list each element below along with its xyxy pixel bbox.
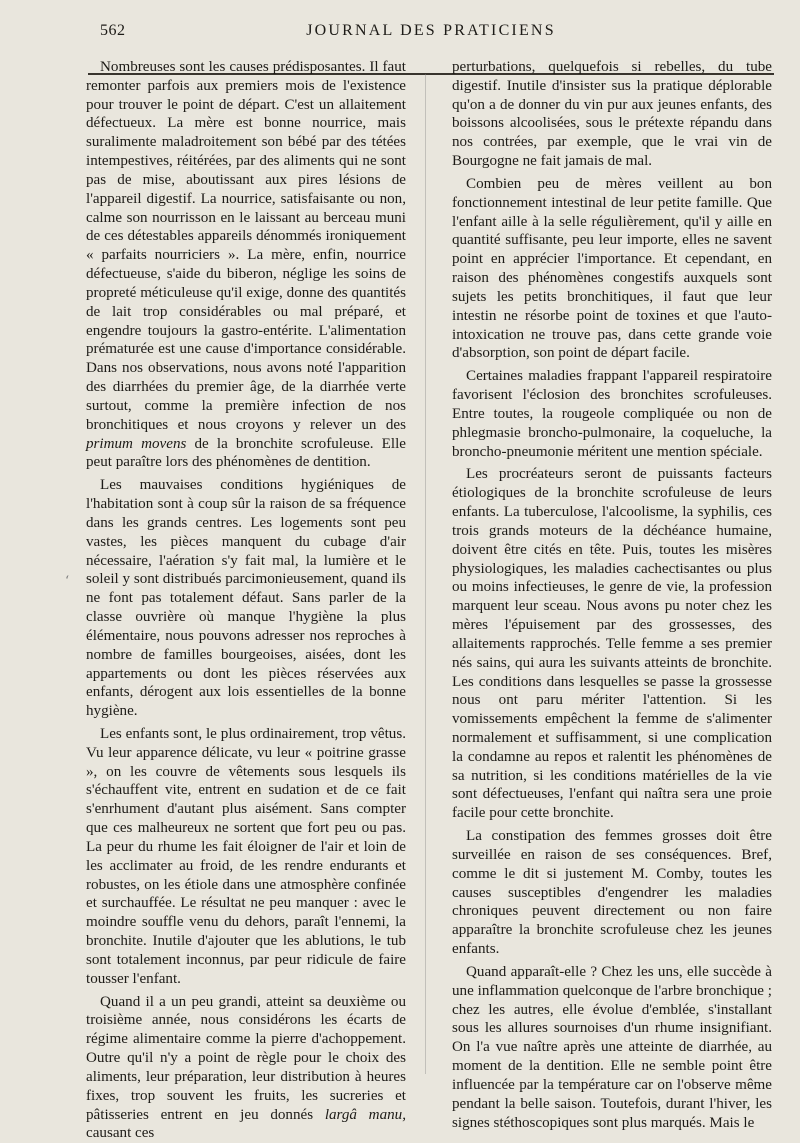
italic-phrase: largâ manu,: [324, 1106, 406, 1123]
paragraph: Nombreuses sont les causes prédisposantes. Il faut remonter parfois aux premiers mois de l'existence pour trouver le point de départ. C'est un allaitement défectueux. La mère est bonne nourrice, mais suralimente maladroitement son bébé par des tétées intempestives, réitérées, par des aliments qui ne sont pas de mise, aboutissant aux pires lésions de l'appareil digestif. La nourrice, satisfaisante ou non, calme son nourrisson en le laissant au berceau muni de ces détestables appareils dénommés ironiquement « parfaits nourriciers ». La mère, enfin, nourrice défectueuse, s'aide du biberon, néglige les soins de propreté méticuleuse qu'il exige, donne des quantités de lait trop considérables ou mal préparé, et engendre toujours la gastro-entérite. L'alimentation prématurée est une cause d'importance considérable. Dans nos observations, nous avons noté l'apparition des diarrhées du premier âge, de la diarrhée verte surtout, comme la première infection de nos bronchitiques et nous croyons y relever un des primum movens de la bronchite scrofuleuse. Elle peut paraître lors des phénomènes de dentition.: [86, 59, 406, 471]
column-divider: [425, 74, 426, 1074]
paragraph: Combien peu de mères veillent au bon fonctionnement intestinal de leur petite famille. Que l'enfant aille à la selle régulièrement, qu'il y aille en quantité suffisante, peu leur importe, elles ne savent point en apprécier l'importance. Et cependant, en raison des phénomènes congestifs auxquels sont sujets les petits bronchitiques, il faut que leur intestin ne résorbe point de toxines et que l'auto-intoxication ne trouve pas, dans cette grande voie d'absorption, son point de départ facile.: [452, 175, 772, 362]
margin-mark: ‘: [65, 574, 70, 589]
italic-phrase: primum movens: [86, 435, 187, 452]
left-column: [86, 58, 406, 1143]
paragraph: Quand il a un peu grandi, atteint sa deuxième ou troisième année, nous considérons les écarts de régime alimentaire comme la pierre d'achoppement. Outre qu'il n'y a point de règle pour le choix des aliments, leur préparation, leur distribution à heures fixes, trop souvent les fruits, les sucreries et pâtisseries entrent en jeu donnés largâ manu, causant ces: [86, 993, 406, 1142]
paragraph: Les enfants sont, le plus ordinairement, trop vêtus. Vu leur apparence délicate, vu leur « poitrine grasse », on les couvre de vêtements sous lesquels ils s'échauffent vite, entrent en sudation et de ce fait s'enrhument d'autant plus aisément. Sans compter que ces malheureux ne sortent que fort peu ou pas. La peur du rhume les fait éloigner de l'air et loin de les acclimater au froid, de les rendre endurants et robustes, on les étiole dans une atmosphère confinée et surchauffée. Le résultat ne peu manquer : avec le moindre souffle venu du dehors, paraît l'ennemi, la bronchite. Inutile d'ajouter que les ablutions, le tub sont totalement inconnus, par peur ridicule de faire tousser l'enfant.: [86, 725, 406, 987]
paragraph: Certaines maladies frappant l'appareil respiratoire favorisent l'éclosion des bronchites scrofuleuses. Entre toutes, la rougeole compliquée ou non de phlegmasie broncho-pulmonaire, la coqueluche, la broncho-pneumonie méritent une mention spéciale.: [452, 368, 772, 460]
right-column: [452, 58, 772, 1132]
paragraph: La constipation des femmes grosses doit être surveillée en raison de ses conséquences. Bref, comme le dit si justement M. Comby, toutes les causes susceptibles d'engendrer les maladies chroniques peuvent directement ou non faire apparaître la bronchite scrofuleuse chez les jeunes enfants.: [452, 828, 772, 958]
paragraph: Les procréateurs seront de puissants facteurs étiologiques de la bronchite scrofuleuse de leurs enfants. La tuberculose, l'alcoolisme, la syphilis, ces trois grands moteurs de la déchéance humaine, doivent être cités en tête. Puis, toutes les misères physiologiques, les maladies cachectisantes ou plus ou moins infectieuses, le genre de vie, la profession marquent leur sceau. Nous avons pu noter chez les mères l'épuisement par des grossesses, des allaitements rapprochés. Telle femme a ses premier nés sains, qui aura les suivants atteints de bronchite. Les conditions dans lesquelles se passe la grossesse nous ont paru mériter l'attention. Si les vomissements empêchent la femme de s'alimenter normalement et suffisamment, si une complication la condamne au repos et ralentit les phénomènes de sa nutrition, si les conditions matérielles de la vie sont défectueuses, l'enfant qui naîtra sera une proie facile pour cette bronchite.: [452, 466, 772, 822]
page-header: [86, 22, 776, 44]
paragraph: Quand apparaît-elle ? Chez les uns, elle succède à une inflammation quelconque de l'arbre bronchique ; chez les autres, elle évolue d'emblée, s'installant sous les allures sournoises d'un rhume insignifiant. On l'a vue naître après une atteinte de diarrhée, au moment de la dentition. Elle ne semble point être influencée par la température car on l'observe même pendant la belle saison. Toutefois, durant l'hiver, les signes stéthoscopiques sont plus marqués. Mais le: [452, 963, 772, 1131]
paragraph: perturbations, quelquefois si rebelles, du tube digestif. Inutile d'insister sus la pratique déplorable qu'on a de donner du vin pur aux jeunes enfants, des boissons alcoolisées, sous le prétexte répandu dans nos contrées, par exemple, que le vrai vin de Bourgogne ne fait jamais de mal.: [452, 59, 772, 170]
paragraph: Les mauvaises conditions hygiéniques de l'habitation sont à coup sûr la raison de sa fréquence dans les grands centres. Les logements sont peu vastes, les pièces manquent du cubage d'air nécessaire, l'aération s'y fait mal, la lumière et le soleil y sont distribués parcimonieusement, quand ils ne font pas totalement défaut. Sans parler de la classe ouvrière où manque l'hygiène la plus élémentaire, nous pouvons adresser nos reproches à nombre de familles bourgeoises, aisées, dont les appartements ou dont les pièces réservées aux enfants, dérogent aux lois essentielles de la bonne hygiène.: [86, 477, 406, 720]
page-number: 562: [100, 22, 126, 39]
running-title: JOURNAL DES PRATICIENS: [306, 22, 556, 39]
